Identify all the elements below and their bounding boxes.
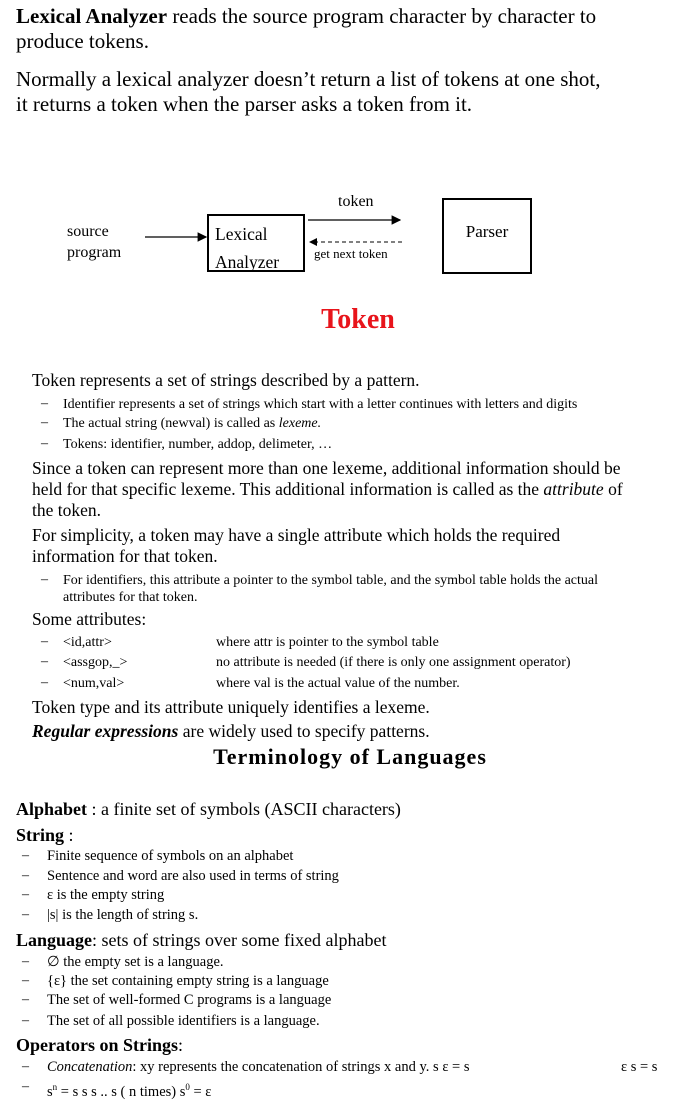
- terminology-heading: Terminology of Languages: [213, 744, 487, 769]
- get-next-token-label: get next token: [314, 246, 388, 261]
- lexical-analyzer-box: Lexical Analyzer: [207, 214, 305, 272]
- intro-text: Normally a lexical analyzer doesn’t return a list of tokens at one shot,: [16, 67, 601, 91]
- attr-code-2: <assgop,_>: [63, 655, 128, 670]
- source-program-label: source program: [67, 223, 122, 261]
- intro-text: reads the source program character by character to: [167, 4, 597, 28]
- bullet-dash: –: [22, 868, 29, 883]
- bullet-dash: –: [41, 396, 48, 411]
- attr-code-3: <num,val>: [63, 676, 125, 691]
- bullet-dash: –: [41, 675, 48, 690]
- attr-desc-2: no attribute is needed (if there is only one assignment operator): [216, 655, 571, 670]
- bullet-dash: –: [22, 1079, 29, 1094]
- lexical-analyzer-term: Lexical Analyzer: [16, 4, 168, 28]
- token-paragraph-2: Since a token can represent more than one lexeme, additional information should be held for that specific lexeme. This additional information is called as the attribute of the token.: [32, 458, 623, 520]
- intro-text: produce tokens.: [16, 29, 149, 53]
- attr-desc-3: where val is the actual value of the number.: [216, 676, 460, 691]
- bullet-dash: –: [22, 954, 29, 969]
- string-item-1: Finite sequence of symbols on an alphabet: [47, 848, 294, 864]
- bullet-dash: –: [41, 654, 48, 669]
- attr-desc-1: where attr is pointer to the symbol table: [216, 635, 439, 650]
- power-item: $s^n = s$ s s .. s ( n times) $s^0 = \varepsilon$: [47, 1082, 212, 1100]
- alphabet-definition: Alphabet : a finite set of symbols (ASCII characters): [16, 799, 401, 819]
- token-bullet-2: The actual string (newval) is called as lexeme.: [63, 416, 322, 431]
- token-heading: Token: [321, 304, 395, 335]
- string-item-2: Sentence and word are also used in terms of string: [47, 868, 339, 884]
- language-definition: Language: sets of strings over some fixed alphabet: [16, 930, 387, 950]
- token-bullet-1: Identifier represents a set of strings which start with a letter continues with letters and digits: [63, 397, 578, 412]
- language-item-2: {ε} the set containing empty string is a language: [47, 973, 329, 989]
- bullet-dash: –: [22, 907, 29, 922]
- bullet-dash: –: [22, 887, 29, 902]
- bullet-dash: –: [41, 415, 48, 430]
- token-bullet-3: Tokens: identifier, number, addop, delimeter, …: [63, 437, 333, 452]
- bullet-dash: –: [22, 1013, 29, 1028]
- bullet-dash: –: [41, 436, 48, 451]
- bullet-dash: –: [41, 572, 48, 587]
- string-item-4: |s| is the length of string s.: [47, 907, 199, 923]
- operators-definition: Operators on Strings:: [16, 1035, 184, 1055]
- bullet-dash: –: [22, 1059, 29, 1074]
- token-paragraph-1: Token represents a set of strings described by a pattern.: [32, 370, 420, 390]
- token-paragraph-5: Token type and its attribute uniquely identifies a lexeme.: [32, 697, 430, 717]
- string-definition: String :: [16, 825, 74, 845]
- concatenation-item: Concatenation: xy represents the concatenation of strings x and y. s ε = s: [47, 1059, 470, 1075]
- language-item-3: The set of well-formed C programs is a language: [47, 992, 332, 1008]
- bullet-dash: –: [22, 848, 29, 863]
- bullet-dash: –: [41, 634, 48, 649]
- parser-box: Parser: [442, 198, 532, 274]
- token-bullet-4: For identifiers, this attribute a pointer to the symbol table, and the symbol table holds the actual attributes for that token.: [63, 573, 598, 605]
- token-paragraph-6: Regular expressions are widely used to specify patterns.: [32, 721, 430, 741]
- token-label: token: [338, 193, 374, 210]
- concatenation-tail: ε s = s: [621, 1059, 658, 1075]
- string-item-3: ε is the empty string: [47, 887, 165, 903]
- token-paragraph-3: For simplicity, a token may have a single attribute which holds the required information for that token.: [32, 525, 561, 566]
- bullet-dash: –: [22, 973, 29, 988]
- attr-code-1: <id,attr>: [63, 635, 112, 650]
- language-item-4: The set of all possible identifiers is a language.: [47, 1013, 320, 1029]
- language-item-1: ∅ the empty set is a language.: [47, 954, 224, 970]
- bullet-dash: –: [22, 992, 29, 1007]
- token-paragraph-4: Some attributes:: [32, 609, 147, 629]
- intro-text: it returns a token when the parser asks a token from it.: [16, 92, 473, 116]
